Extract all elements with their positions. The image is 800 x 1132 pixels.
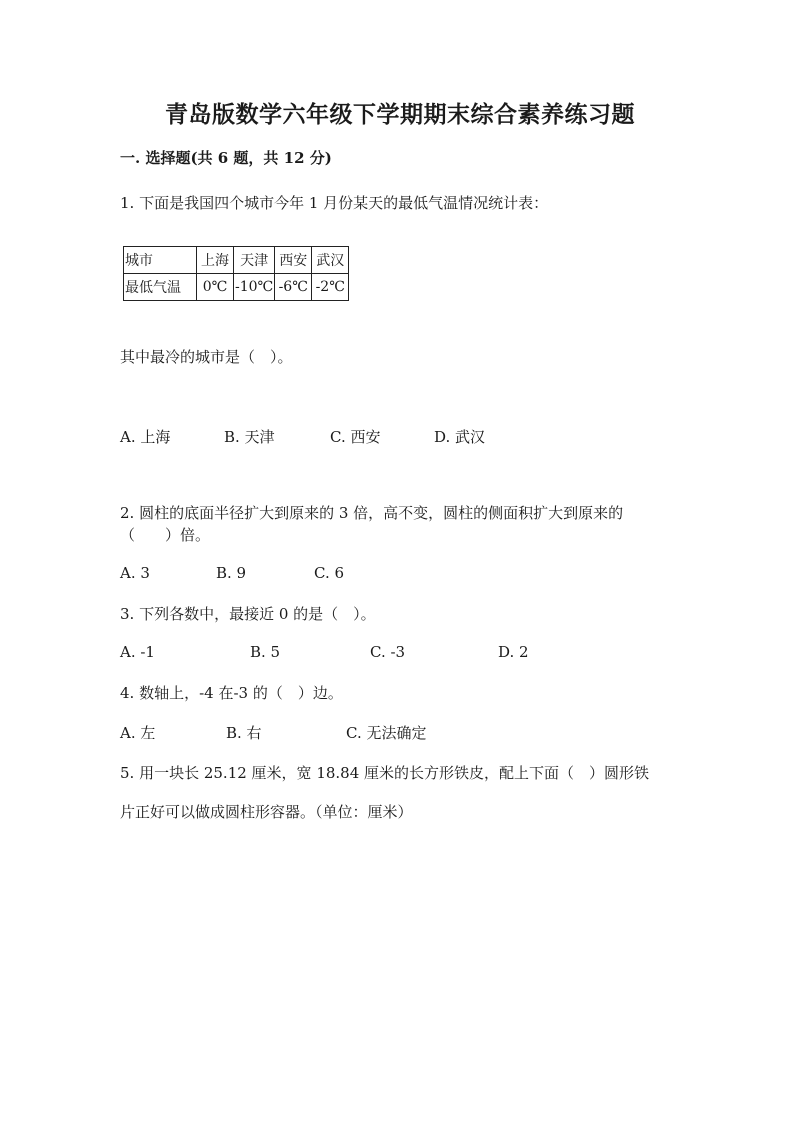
option-b: B. 9 [216, 564, 247, 582]
question-2-text-line1: 2. 圆柱的底面半径扩大到原来的 3 倍，高不变，圆柱的侧面积扩大到原来的 [120, 504, 624, 522]
option-c: C. 6 [314, 564, 345, 582]
question-3-text: 3. 下列各数中，最接近 0 的是（ ）。 [120, 605, 376, 623]
table-row [124, 247, 349, 274]
option-b: B. 5 [250, 643, 281, 661]
table-row [124, 274, 349, 301]
table-header-cell: 城市 [124, 247, 197, 274]
option-a: A. 左 [120, 724, 156, 742]
option-a: A. 上海 [120, 428, 171, 446]
table-cell: 最低气温 [124, 274, 197, 301]
option-c: C. 无法确定 [346, 724, 427, 742]
question-1-prompt: 其中最冷的城市是（ ）。 [120, 348, 293, 366]
table-header-cell: 天津 [234, 247, 275, 274]
temperature-table [123, 246, 349, 301]
option-b: B. 天津 [224, 428, 275, 446]
table-cell: -6℃ [275, 274, 312, 301]
section-heading: 一. 选择题(共 6 题，共 12 分) [120, 149, 332, 167]
question-1-text: 1. 下面是我国四个城市今年 1 月份某天的最低气温情况统计表： [120, 194, 549, 212]
option-a: A. -1 [120, 643, 155, 661]
question-4-text: 4. 数轴上，-4 在-3 的（ ）边。 [120, 684, 343, 702]
table-header-cell: 上海 [197, 247, 234, 274]
question-5-text-line1: 5. 用一块长 25.12 厘米，宽 18.84 厘米的长方形铁皮，配上下面（ ）圆形铁 [120, 764, 650, 782]
table-cell: -2℃ [312, 274, 349, 301]
table-cell: 0℃ [197, 274, 234, 301]
table-header-cell: 西安 [275, 247, 312, 274]
table-cell: -10℃ [234, 274, 275, 301]
option-b: B. 右 [226, 724, 262, 742]
option-c: C. -3 [370, 643, 406, 661]
table-header-cell: 武汉 [312, 247, 349, 274]
question-5-text-line2: 片正好可以做成圆柱形容器。（单位：厘米） [120, 803, 413, 821]
option-a: A. 3 [120, 564, 150, 582]
option-d: D. 武汉 [434, 428, 486, 446]
page-title: 青岛版数学六年级下学期期末综合素养练习题 [165, 101, 635, 128]
option-c: C. 西安 [330, 428, 381, 446]
option-d: D. 2 [498, 643, 529, 661]
question-2-text-line2: （ ）倍。 [120, 526, 211, 544]
